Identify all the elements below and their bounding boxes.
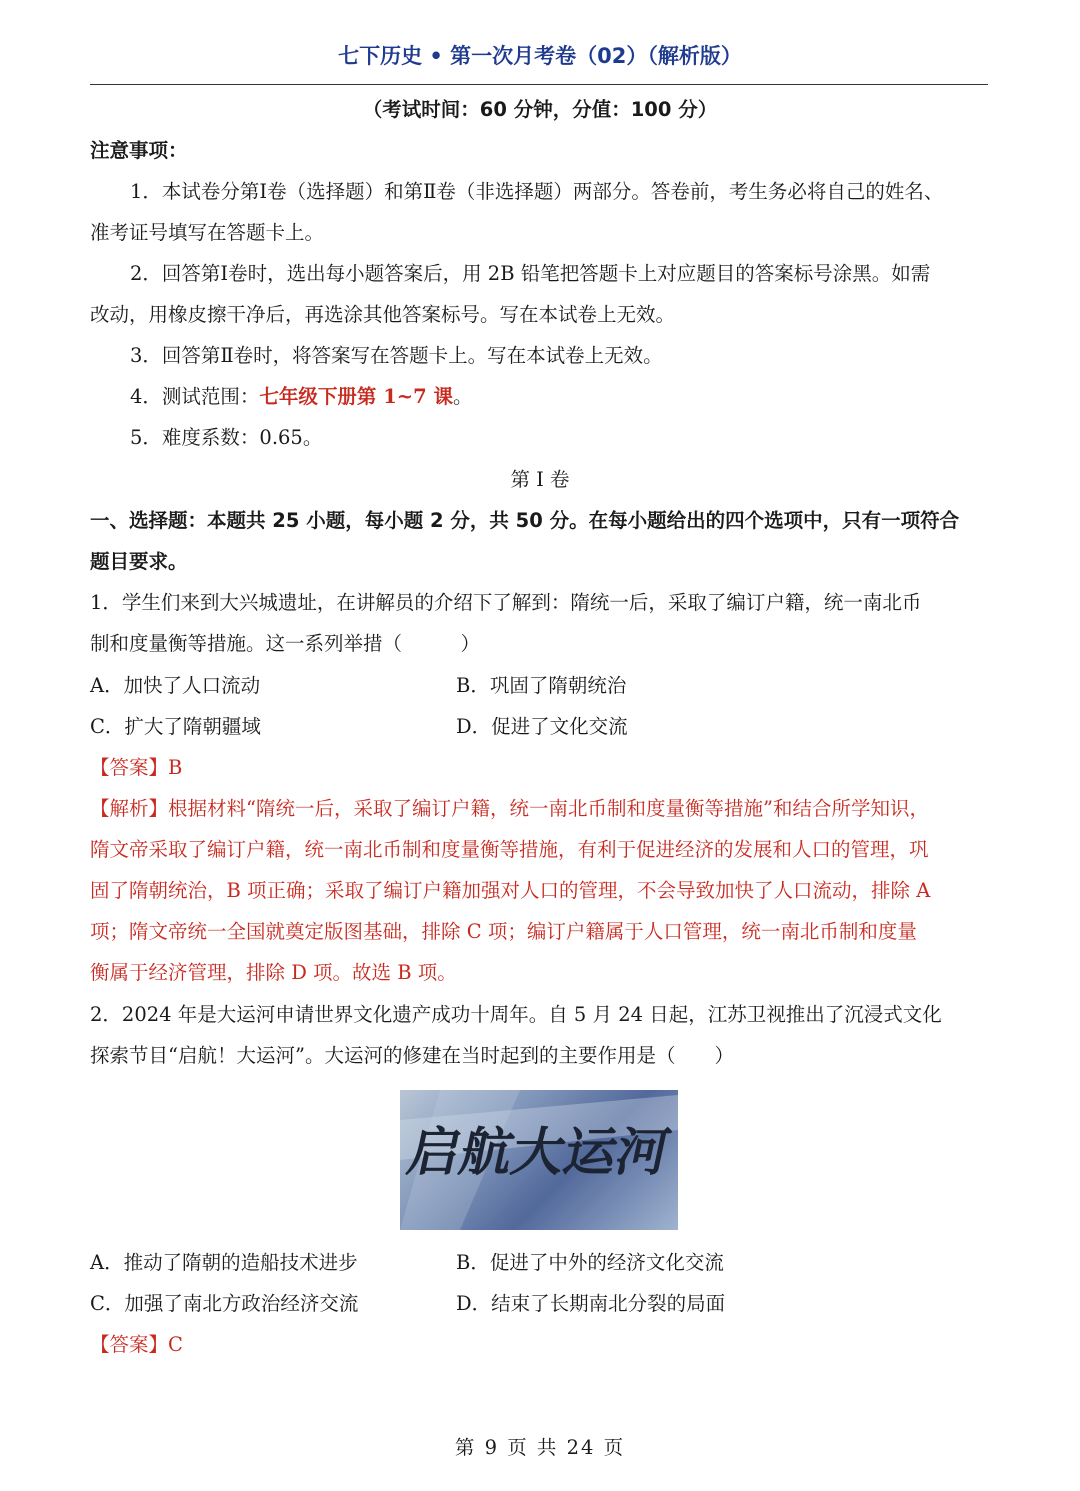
- note-item-5: 5．难度系数：0.65。: [130, 426, 323, 449]
- note-item-2-line-1: 2．回答第Ⅰ卷时，选出每小题答案后，用 2B 铅笔把答题卡上对应题目的答案标号涂黑。如需: [130, 262, 931, 285]
- q2-option-d: D．结束了长期南北分裂的局面: [456, 1292, 726, 1315]
- note-item-3: 3．回答第Ⅱ卷时，将答案写在答题卡上。写在本试卷上无效。: [130, 344, 663, 367]
- section-instructions-line-2: 题目要求。: [90, 550, 188, 573]
- section-instructions-line-1: 一、选择题：本题共 25 小题，每小题 2 分，共 50 分。在每小题给出的四个选项中，只有一项符合: [90, 509, 960, 532]
- q1-option-a: A．加快了人口流动: [90, 674, 261, 697]
- q1-analysis-line-5: 衡属于经济管理，排除 D 项。故选 B 项。: [90, 961, 457, 984]
- q1-answer: 【答案】B: [90, 756, 183, 779]
- q1-analysis-line-3: 固了隋朝统治，B 项正确；采取了编订户籍加强对人口的管理，不会导致加快了人口流动，排除 A: [90, 879, 931, 902]
- q1-option-b: B．巩固了隋朝统治: [456, 674, 627, 697]
- test-range: 七年级下册第 1~7 课: [259, 385, 453, 408]
- program-logo-art: [400, 1090, 678, 1230]
- q2-option-c: C．加强了南北方政治经济交流: [90, 1292, 359, 1315]
- note-item-1-line-1: 1．本试卷分第Ⅰ卷（选择题）和第Ⅱ卷（非选择题）两部分。答卷前，考生务必将自己的姓名、: [130, 180, 944, 203]
- note-item-4-suffix: 。: [452, 385, 473, 408]
- note-item-4-prefix: 4．测试范围：: [130, 385, 260, 408]
- notes-heading: 注意事项：: [90, 139, 188, 162]
- q2-option-a: A．推动了隋朝的造船技术进步: [90, 1251, 358, 1274]
- q1-analysis-line-4: 项；隋文帝统一全国就奠定版图基础，排除 C 项；编订户籍属于人口管理，统一南北币制和度量: [90, 920, 917, 943]
- q1-stem-line-1: 1．学生们来到大兴城遗址，在讲解员的介绍下了解到：隋统一后，采取了编订户籍，统一南北币: [90, 591, 922, 614]
- q2-stem-line-2: 探索节目“启航！大运河”。大运河的修建在当时起到的主要作用是（ ）: [90, 1044, 734, 1067]
- exam-info: （考试时间：60 分钟，分值：100 分）: [362, 98, 718, 121]
- q1-option-c: C．扩大了隋朝疆域: [90, 715, 261, 738]
- note-item-4: [130, 383, 1028, 411]
- page-number: 第 9 页 共 24 页: [454, 1436, 626, 1459]
- program-logo-image: [400, 1090, 678, 1230]
- q2-answer: 【答案】C: [90, 1333, 183, 1356]
- q1-analysis-line-2: 隋文帝采取了编订户籍，统一南北币制和度量衡等措施，有利于促进经济的发展和人口的管理，巩: [90, 838, 929, 861]
- logo-text: 启航大运河: [402, 1122, 676, 1183]
- note-item-1-line-2: 准考证号填写在答题卡上。: [90, 221, 325, 244]
- q1-option-d: D．促进了文化交流: [456, 715, 628, 738]
- document-title: 七下历史 • 第一次月考卷（02）（解析版）: [338, 44, 742, 68]
- q2-stem-line-1: 2．2024 年是大运河申请世界文化遗产成功十周年。自 5 月 24 日起，江苏卫视推出了沉浸式文化: [90, 1003, 942, 1026]
- volume-label: 第 Ⅰ 卷: [510, 468, 570, 491]
- q1-analysis-line-1: 【解析】根据材料“隋统一后，采取了编订户籍，统一南北币制和度量衡等措施”和结合所学知识，: [90, 797, 929, 820]
- q1-stem-line-2: 制和度量衡等措施。这一系列举措（ ）: [90, 632, 481, 655]
- header-divider: [90, 84, 988, 85]
- note-item-2-line-2: 改动，用橡皮擦干净后，再选涂其他答案标号。写在本试卷上无效。: [90, 303, 676, 326]
- q2-option-b: B．促进了中外的经济文化交流: [456, 1251, 724, 1274]
